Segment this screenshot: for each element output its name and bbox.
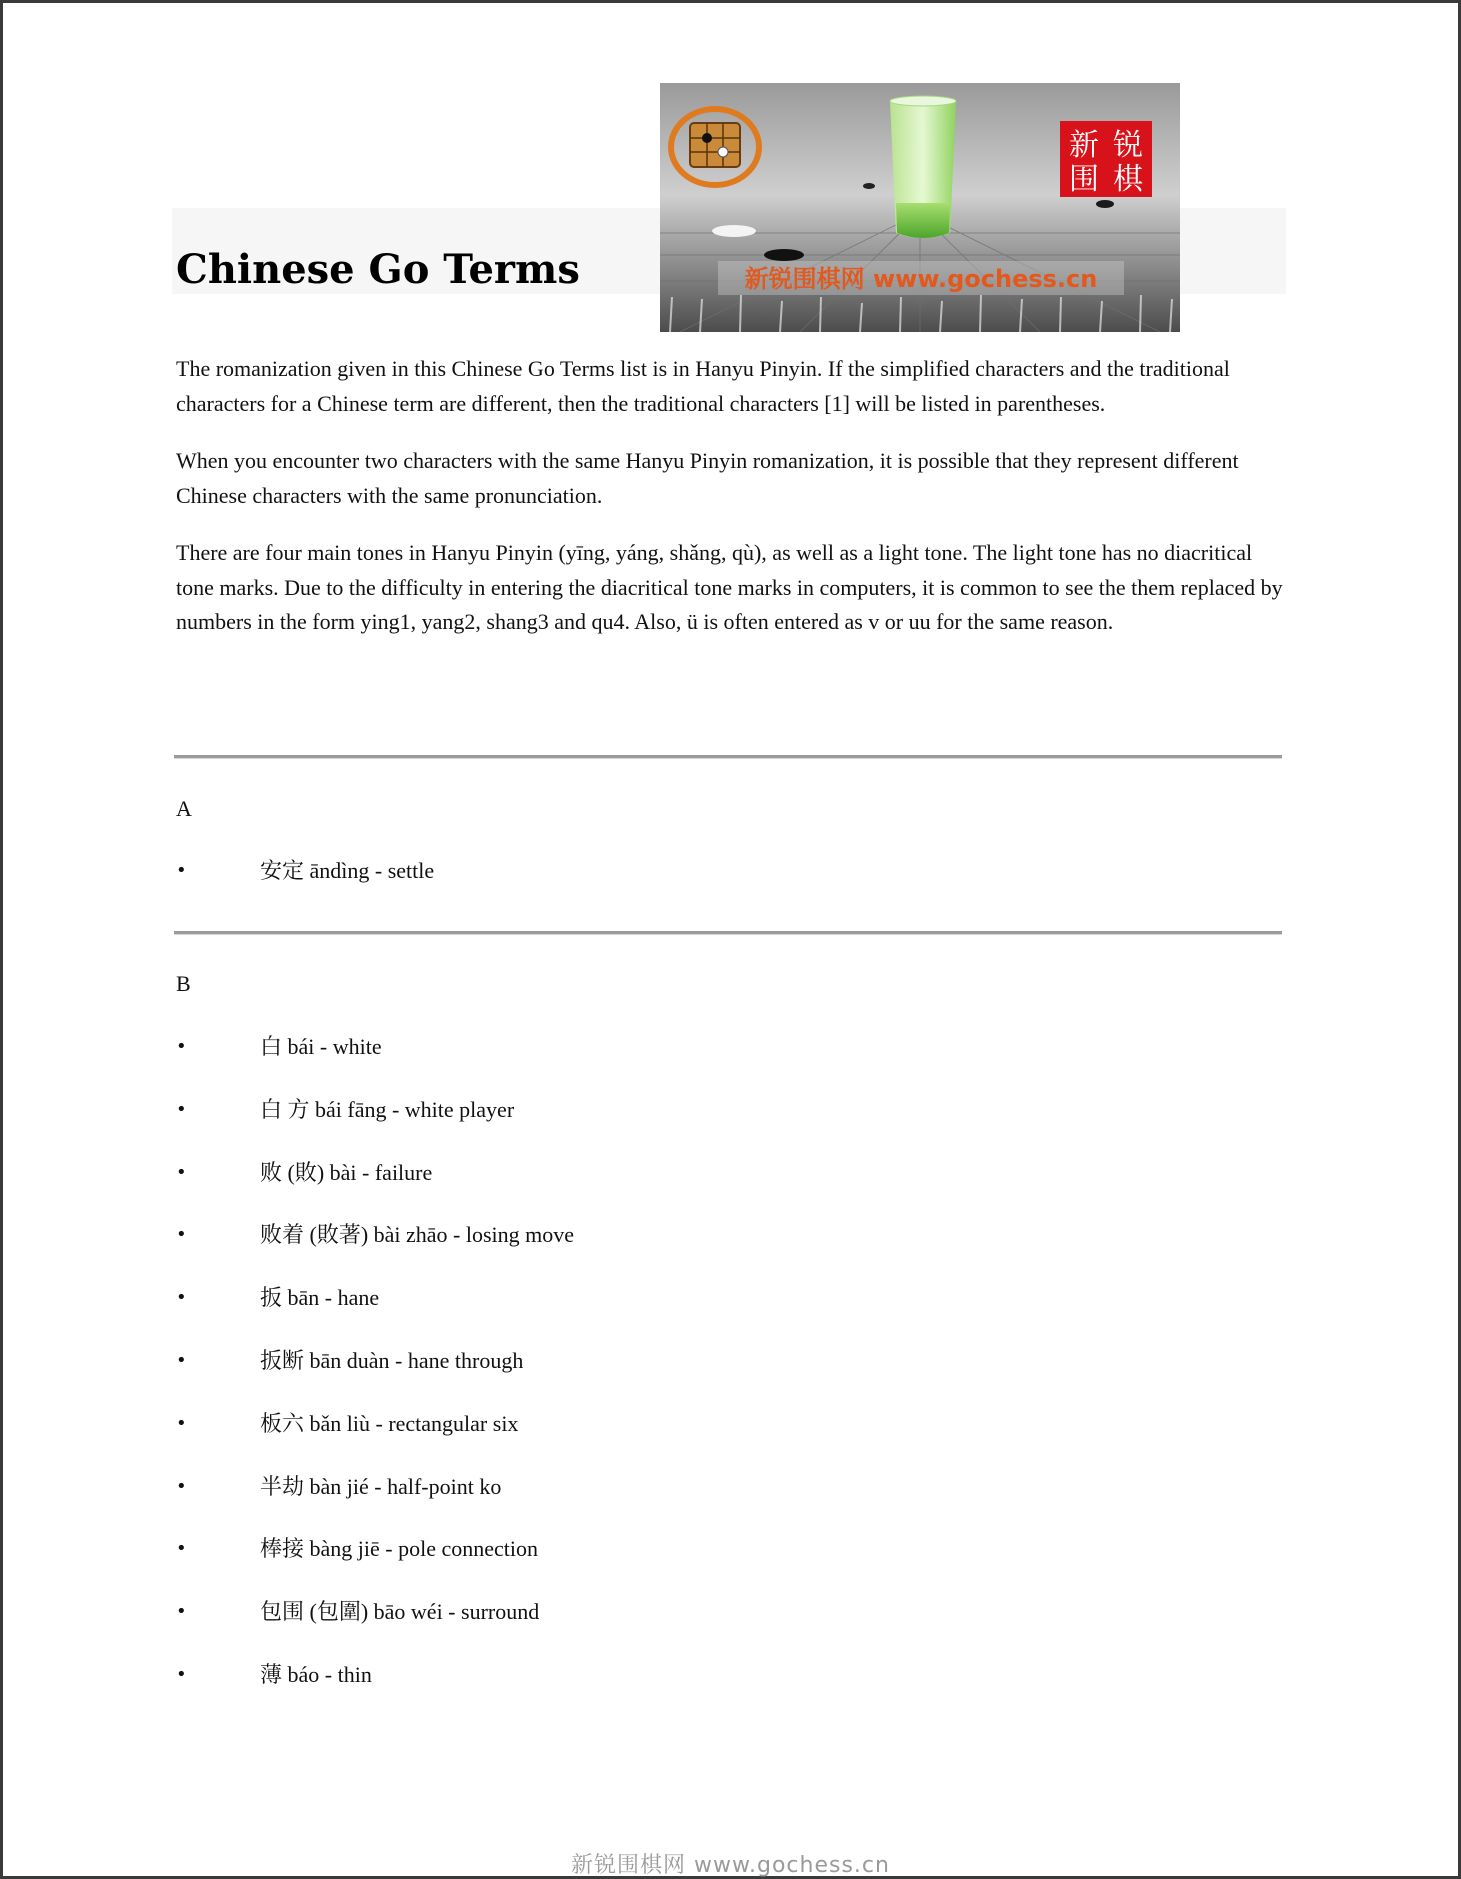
seal-char-4: 棋 (1113, 162, 1143, 197)
bullet: • (176, 1349, 187, 1371)
bullet: • (176, 1663, 187, 1685)
intro-paragraph: There are four main tones in Hanyu Pinyin (yīng, yáng, shǎng, qù), as well as a light tone. The light tone has no diacritical tone marks. Due to the difficulty in entering the diacritical tone marks in computers, it is common to see the them replaced by numbers in the form ying1, yang2, shang3 and qu4. Also, ü is often entered as v or uu for the same reason. (176, 540, 1283, 634)
bullet: • (176, 1538, 187, 1560)
seal-char-3: 围 (1069, 162, 1099, 197)
section-letter-a: A (176, 796, 192, 821)
term-text: 败 (敗) bài - failure (260, 1159, 433, 1185)
term-text: 薄 báo - thin (260, 1661, 372, 1687)
intro-text (176, 352, 1286, 663)
bullet: • (176, 1161, 187, 1183)
page-title: Chinese Go Terms (176, 246, 580, 293)
seal-char-2: 锐 (1113, 128, 1143, 163)
bullet: • (176, 1098, 187, 1120)
bullet: • (176, 1224, 187, 1246)
bullet: • (176, 1475, 187, 1497)
term-text: 半劫 bàn jié - half-point ko (260, 1473, 502, 1499)
bullet: • (176, 1601, 187, 1623)
bullet: • (176, 1287, 187, 1309)
term-text: 棒接 bàng jiē - pole connection (260, 1536, 538, 1562)
bullet: • (176, 1412, 187, 1434)
bullet: • (176, 1036, 187, 1057)
footer-watermark: 新锐围棋网 www.gochess.cn (571, 1853, 890, 1878)
intro-paragraph: The romanization given in this Chinese Go Terms list is in Hanyu Pinyin. If the simplified characters and the traditional characters for a Chinese term are different, then the traditional characters [1] will be listed in parentheses. (176, 356, 1230, 416)
section-divider (174, 931, 1282, 935)
seal-char-1: 新 (1069, 128, 1099, 163)
bullet: • (176, 860, 187, 881)
banner-caption: 新锐围棋网 www.gochess.cn (744, 265, 1098, 293)
term-text: 白 bái - white (260, 1034, 382, 1059)
intro-paragraph: When you encounter two characters with the same Hanyu Pinyin romanization, it is possible that they represent different Chinese characters with the same pronunciation. (176, 448, 1239, 508)
term-text: 包围 (包圍) bāo wéi - surround (260, 1599, 540, 1625)
term-text: 板六 bǎn liù - rectangular six (260, 1410, 519, 1436)
section-letter-b: B (176, 971, 191, 996)
term-text: 安定 āndìng - settle (260, 858, 435, 883)
term-text: 败着 (敗著) bài zhāo - losing move (260, 1222, 575, 1248)
section-divider (174, 755, 1282, 759)
term-text: 扳 bān - hane (260, 1285, 380, 1311)
term-text: 扳断 bān duàn - hane through (260, 1347, 524, 1373)
term-text: 白 方 bái fāng - white player (260, 1096, 515, 1122)
gochess-banner-image (660, 83, 1180, 332)
